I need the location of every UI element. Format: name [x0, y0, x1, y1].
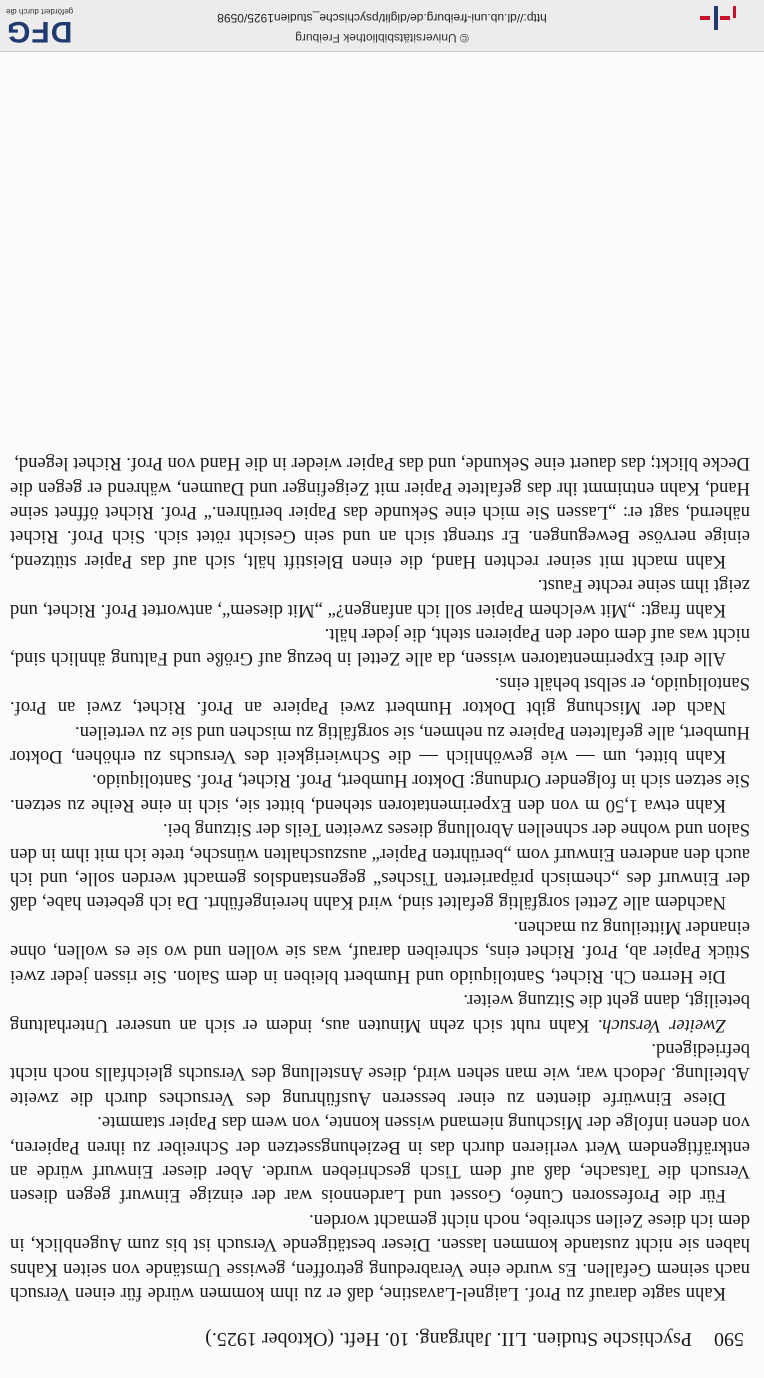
paragraph: Kahn macht mit seiner rechten Hand, die einen Bleistift hält, sich auf das Papier stützend, einige nervöse Bewegungen. Er strengt sich an und sein Gesicht rötet sich. Sich Prof. Richet nähernd, sagt er: „Lassen Sie mich eine Sekunde das Papier berühren.“ Prof. Richet öffnet seine Hand, Kahn entnimmt ihr das gefaltete Papier mit Zeigefinger und Daumen, während er gegen die Decke blickt; das dauert eine Sekunde, und das Papier wieder in die Hand von Prof. Richet legend, — [10, 453, 750, 572]
paragraph: Kahn fragt: „Mit welchem Papier soll ich anfangen?“ „Mit diesem“, antwortet Prof. Richet, und zeigt ihm seine rechte Faust. — [10, 575, 750, 621]
paragraph: Kahn bittet, um — wie gewöhnlich — die Schwierigkeit des Versuchs zu erhöhen, Doktor Humbert, alle gefalteten Papiere zu nehmen, sie sorgfältig zu mischen und sie zu verteilen. — [10, 721, 750, 768]
body-text — [10, 451, 750, 1305]
page-header — [10, 1327, 750, 1350]
copyright-text: © Universitätsbibliothek Freiburg — [295, 31, 469, 45]
paragraph: Zweiter Versuch. Kahn ruht sich zehn Minuten aus, indem er sich an unserer Unterhaltung beteiligt, dann geht die Sitzung weiter. — [9, 990, 750, 1036]
running-title: Psychische Studien. LII. Jahrgang. 10. Heft. (Oktober 1925.) — [205, 1328, 692, 1350]
paragraph: Für die Professoren Cunéo, Gosset und Lardennois war der einzige Einwurf gegen diesen Versuch die Tatsache, daß auf dem Tisch geschrieben wurde. Aber dieser Einwurf würde an entkräftigendem Wert verlieren durch das in Beziehungssetzen der Schreiber zu ihren Papieren, von denen infolge der Mischung niemand wissen konnte, von wem das Papier stammte. — [10, 1112, 750, 1207]
paragraph: Die Herren Ch. Richet, Santoliquido und Humbert bleiben in dem Salon. Sie rissen jeder zwei Stück Papier ab, Prof. Richet eins, schreiben darauf, was sie wollen und wo sie es wollen, ohne einander Mitteilung zu machen. — [10, 916, 750, 987]
paragraph: Nachdem alle Zettel sorgfältig gefaltet sind, wird Kahn hereingeführt. Da ich gebeten habe, daß der Einwurf des „chemisch präparierten Tisches“ gegenstandslos gemacht werden solle, und ich auch den anderen Einwurf vom „berührten Papier“ auszuschalten wünsche, trete ich mit ihm in den Salon und wohne der schnellen Abrollung dieses zweiten Teils der Sitzung bei. — [10, 819, 750, 914]
dfg-tagline: gefördert durch die — [6, 7, 74, 16]
dfg-wordmark: DFG — [6, 15, 73, 48]
paragraph: Diese Einwürfe dienten zu einer besseren Ausführung des Versuches durch die zweite Abteilung. Jedoch war, wie man sehen wird, diese Anstellung des Versuchs gleichfalls noch nicht befriedigend. — [10, 1038, 750, 1109]
permalink-url[interactable]: http://dl.ub.uni-freiburg.de/diglit/psychische_studien1925/0598 — [217, 11, 547, 25]
paragraph: Kahn sagte darauf zu Prof. Laignel-Lavastine, daß er zu ihm kommen würde für einen Versuch nach seinem Gefallen. Es wurde eine Verabredung getroffen, gewisse Umstände von seiten Kahns haben sie nicht zustande kommen lassen. Dieser bestätigende Versuch ist bis zum Augenblick, in dem ich diese Zeilen schreibe, noch nicht gemacht worden. — [10, 1209, 750, 1304]
library-footer — [0, 0, 764, 52]
paragraph: Nach der Mischung gibt Doktor Humbert zwei Papiere an Prof. Richet, zwei an Prof. Santoliquido, er selbst behält eins. — [10, 672, 750, 719]
page-number: 590 — [714, 1328, 744, 1350]
ub-logo-mark-icon — [700, 4, 744, 32]
book-page — [10, 451, 750, 1350]
paragraph: Alle drei Experimentatoren wissen, da alle Zettel in bezug auf Größe und Faltung ähnlich sind, nicht was auf dem oder den Papieren steht, die jeder hält. — [10, 624, 750, 670]
paragraph: Kahn etwa 1,50 m von den Experimentatoren stehend, bittet sie, sich in eine Reihe zu setzen. Sie setzen sich in folgender Ordnung: Doktor Humbert, Prof. Richet, Prof. Santoliquido. — [10, 770, 750, 816]
